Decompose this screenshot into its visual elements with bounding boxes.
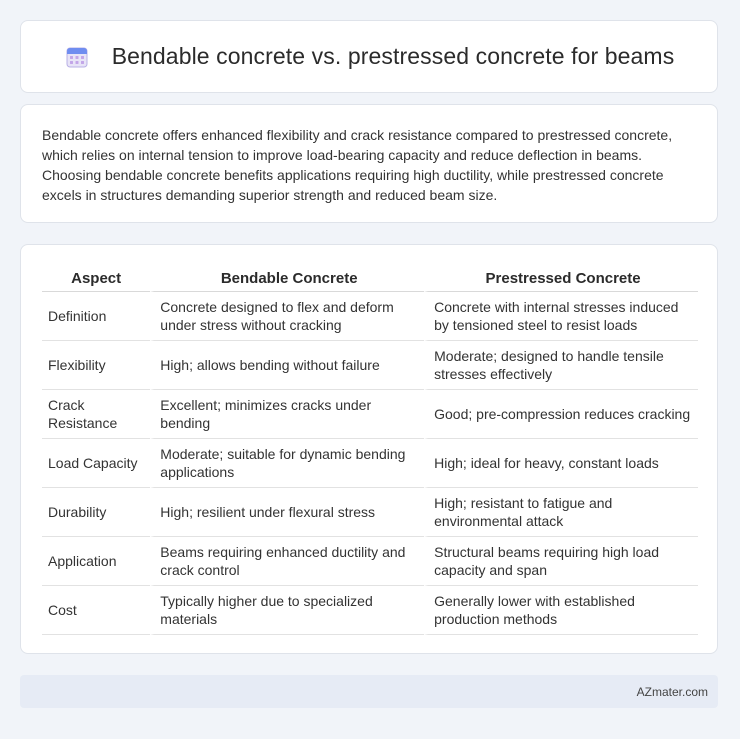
- row-aspect: Durability: [42, 488, 150, 537]
- row-prestressed: Good; pre-compression reduces cracking: [424, 390, 698, 439]
- intro-text: Bendable concrete offers enhanced flexibility and crack resistance compared to prestressed concrete, which relies on internal tension to improve load-bearing capacity and reduce deflection in beams. Choosing bendable concrete benefits applications requiring high ductility, while prestressed concrete excels in structures demanding superior strength and reduced beam size.: [42, 127, 673, 203]
- row-bendable: Typically higher due to specialized materials: [150, 586, 424, 635]
- row-bendable: High; allows bending without failure: [150, 341, 424, 390]
- header-aspect: Aspect: [42, 265, 150, 292]
- row-bendable: High; resilient under flexural stress: [150, 488, 424, 537]
- header-bendable: Bendable Concrete: [150, 265, 424, 292]
- row-bendable: Moderate; suitable for dynamic bending applications: [150, 439, 424, 488]
- table-row: [42, 390, 698, 439]
- table-row: [42, 586, 698, 635]
- page-title: Bendable concrete vs. prestressed concrete for beams: [111, 43, 675, 69]
- table-header-row: [42, 265, 698, 292]
- row-aspect: Cost: [42, 586, 150, 635]
- calendar-icon: [64, 44, 90, 70]
- row-prestressed: High; ideal for heavy, constant loads: [424, 439, 698, 488]
- row-aspect: Application: [42, 537, 150, 586]
- table-row: [42, 341, 698, 390]
- row-prestressed: Structural beams requiring high load capacity and span: [424, 537, 698, 586]
- table-row: [42, 488, 698, 537]
- row-aspect: Load Capacity: [42, 439, 150, 488]
- row-bendable: Excellent; minimizes cracks under bending: [150, 390, 424, 439]
- footer-brand: AZmater.com: [636, 684, 708, 699]
- title-card: [20, 20, 718, 93]
- footer: [20, 675, 718, 708]
- row-prestressed: Concrete with internal stresses induced by tensioned steel to resist loads: [424, 292, 698, 341]
- row-aspect: Definition: [42, 292, 150, 341]
- table-row: [42, 537, 698, 586]
- row-bendable: Beams requiring enhanced ductility and crack control: [150, 537, 424, 586]
- row-bendable: Concrete designed to flex and deform under stress without cracking: [150, 292, 424, 341]
- comparison-table: [42, 265, 698, 635]
- row-prestressed: Generally lower with established production methods: [424, 586, 698, 635]
- table-row: [42, 439, 698, 488]
- header-prestressed: Prestressed Concrete: [424, 265, 698, 292]
- table-row: [42, 292, 698, 341]
- row-prestressed: Moderate; designed to handle tensile stresses effectively: [424, 341, 698, 390]
- row-aspect: Flexibility: [42, 341, 150, 390]
- row-prestressed: High; resistant to fatigue and environmental attack: [424, 488, 698, 537]
- row-aspect: Crack Resistance: [42, 390, 150, 439]
- comparison-card: [20, 244, 718, 654]
- intro-card: [20, 104, 718, 223]
